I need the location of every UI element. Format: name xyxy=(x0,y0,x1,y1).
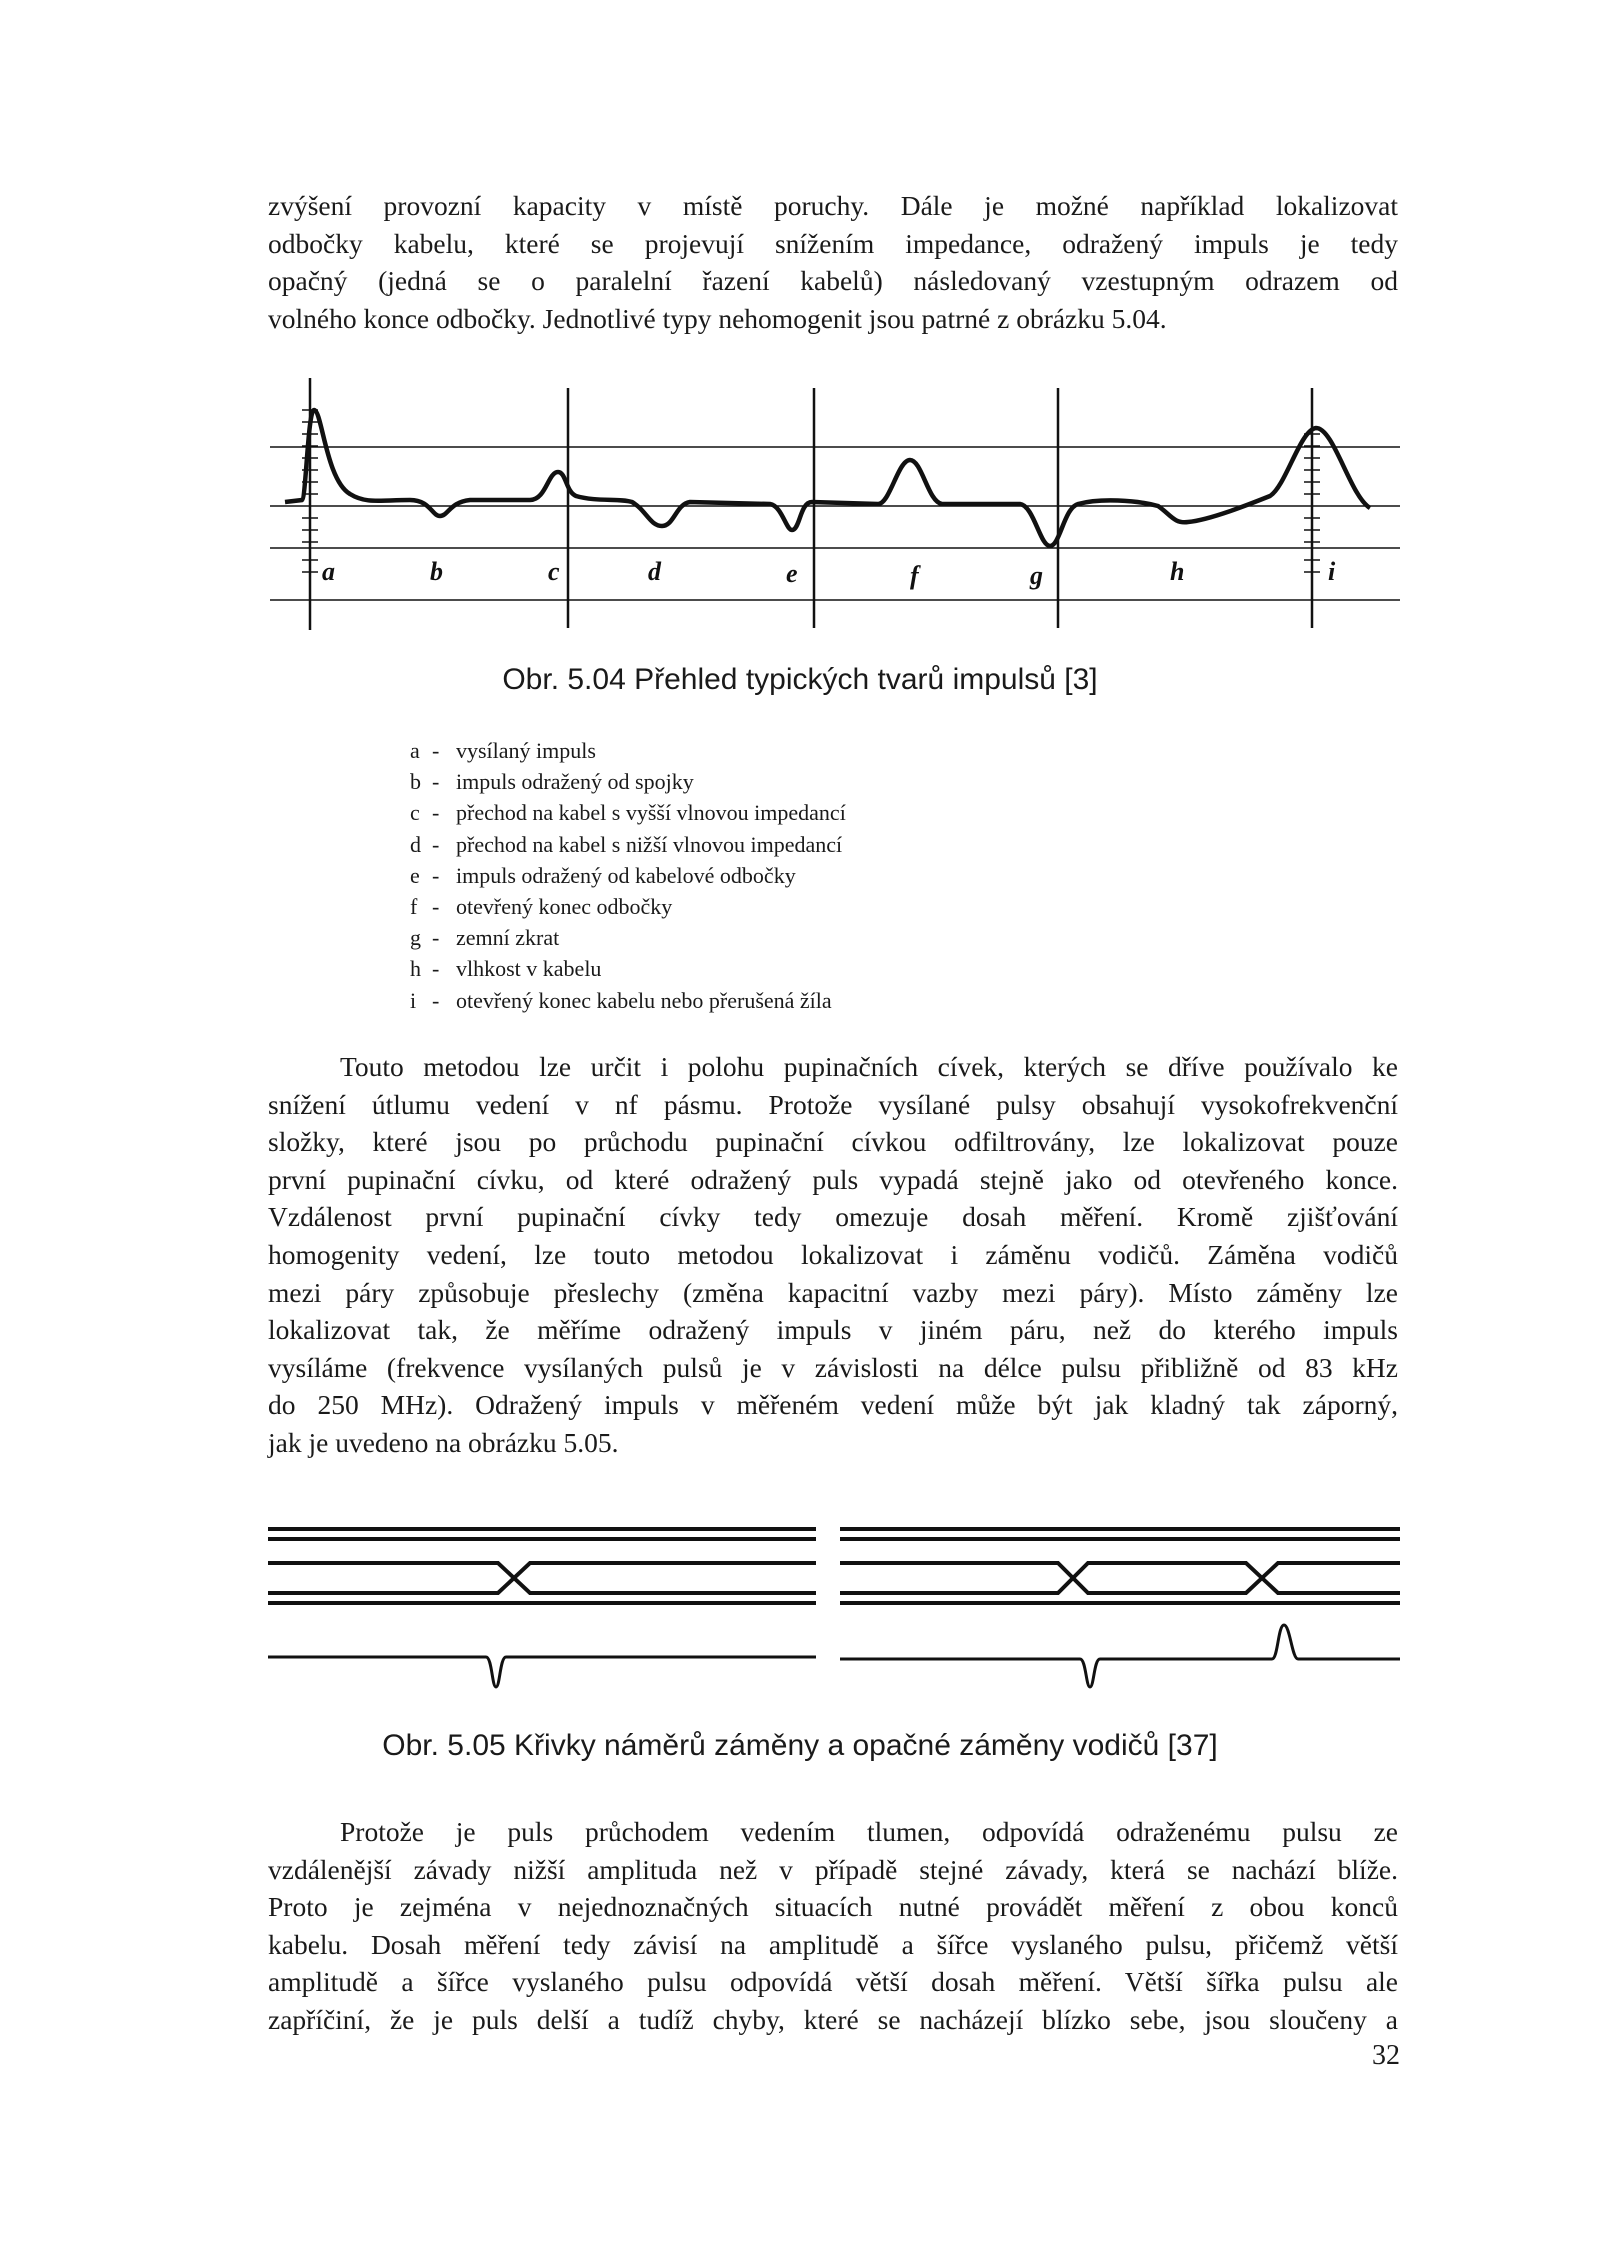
figure-conductor-swap xyxy=(268,1515,1400,1715)
text-line: mezi páry způsobuje přeslechy (změna kapacitní vazby mezi páry). Místo záměny lze xyxy=(268,1276,1398,1308)
figure-label: g xyxy=(1030,561,1043,590)
legend-item: b - impuls odražený od spojky xyxy=(410,769,694,795)
figure-label: d xyxy=(648,557,661,586)
text-line: jak je uvedeno na obrázku 5.05. xyxy=(268,1426,619,1458)
text-line: Vzdálenost první pupinační cívky tedy omezuje dosah měření. Kromě zjišťování xyxy=(268,1201,1398,1233)
text-line: první pupinační cívku, od které odražený puls vypadá stejně jako od otevřeného konce. xyxy=(268,1163,1398,1195)
paragraph-bottom xyxy=(268,1813,1398,2039)
figure-label: f xyxy=(910,561,919,590)
text-line: vzdálenější závady nižší amplituda než v případě stejné závady, která se nachází blíže. xyxy=(268,1853,1398,1885)
text-line: zvýšení provozní kapacity v místě poruchy. Dále je možné například lokalizovat xyxy=(268,190,1398,221)
text-line: vysíláme (frekvence vysílaných pulsů je v závislosti na délce pulsu přibližně od 83 kHz xyxy=(268,1351,1398,1383)
legend-item: h - vlhkost v kabelu xyxy=(410,956,602,982)
text-line: amplitudě a šířce vyslaného pulsu odpovídá větší dosah měření. Větší šířka pulsu ale xyxy=(268,1966,1398,1998)
text-line: Protože je puls průchodem vedením tlumen, odpovídá odraženému pulsu ze xyxy=(340,1816,1398,1847)
legend-item: f - otevřený konec odbočky xyxy=(410,894,673,920)
text-line: Proto je zejména v nejednoznačných situacích nutné provádět měření z obou konců xyxy=(268,1891,1398,1923)
legend-item: e - impuls odražený od kabelové odbočky xyxy=(410,862,796,888)
text-line: homogenity vedení, lze touto metodou lokalizovat i záměnu vodičů. Záměna vodičů xyxy=(268,1238,1398,1270)
text-line: opačný (jedná se o paralelní řazení kabelů) následovaný vzestupným odrazem od xyxy=(268,265,1398,297)
figure-label: e xyxy=(786,559,798,588)
paragraph-top xyxy=(268,187,1398,337)
text-line: do 250 MHz). Odražený impuls v měřeném vedení může být jak kladný tak záporný, xyxy=(268,1389,1398,1421)
figure-label: h xyxy=(1170,557,1185,586)
figure-label: i xyxy=(1328,557,1336,586)
text-line: odbočky kabelu, které se projevují snížením impedance, odražený impuls je tedy xyxy=(268,227,1398,259)
legend-item: i - otevřený konec kabelu nebo přerušená žíla xyxy=(410,987,832,1013)
figure-label: a xyxy=(322,557,335,586)
figure-caption-5-05: Obr. 5.05 Křivky náměrů záměny a opačné záměny vodičů [37] xyxy=(382,1729,1218,1762)
page-number: 32 xyxy=(1372,2040,1400,2071)
text-line: snížení útlumu vedení v nf pásmu. Protože vysílané pulsy obsahují vysokofrekvenční xyxy=(268,1088,1398,1120)
figure-label: b xyxy=(430,557,443,586)
legend-item: d - přechod na kabel s nižší vlnovou impedancí xyxy=(410,831,843,857)
figure-caption-5-04: Obr. 5.04 Přehled typických tvarů impulsů [3] xyxy=(502,663,1098,696)
legend-item: a - vysílaný impuls xyxy=(410,738,596,763)
legend-item: c - přechod na kabel s vyšší vlnovou impedancí xyxy=(410,800,846,826)
figure-label: c xyxy=(548,557,560,586)
text-line: lokalizovat tak, že měříme odražený impuls v jiném páru, než do kterého impuls xyxy=(268,1314,1398,1346)
legend-list xyxy=(410,735,846,1016)
legend-item: g - zemní zkrat xyxy=(410,925,560,951)
text-line: kabelu. Dosah měření tedy závisí na amplitudě a šířce vyslaného pulsu, přičemž větší xyxy=(268,1928,1398,1960)
text-line: volného konce odbočky. Jednotlivé typy nehomogenit jsou patrné z obrázku 5.04. xyxy=(268,302,1167,334)
figure-pulse-shapes xyxy=(270,370,1400,640)
text-line: Touto metodou lze určit i polohu pupinačních cívek, kterých se dříve používalo ke xyxy=(340,1051,1398,1082)
text-line: složky, které jsou po průchodu pupinační cívkou odfiltrovány, lze lokalizovat pouze xyxy=(268,1126,1398,1158)
text-line: zapříčiní, že je puls delší a tudíž chyby, které se nacházejí blízko sebe, jsou sloučeny a xyxy=(268,2003,1398,2035)
paragraph-middle xyxy=(268,1048,1398,1462)
